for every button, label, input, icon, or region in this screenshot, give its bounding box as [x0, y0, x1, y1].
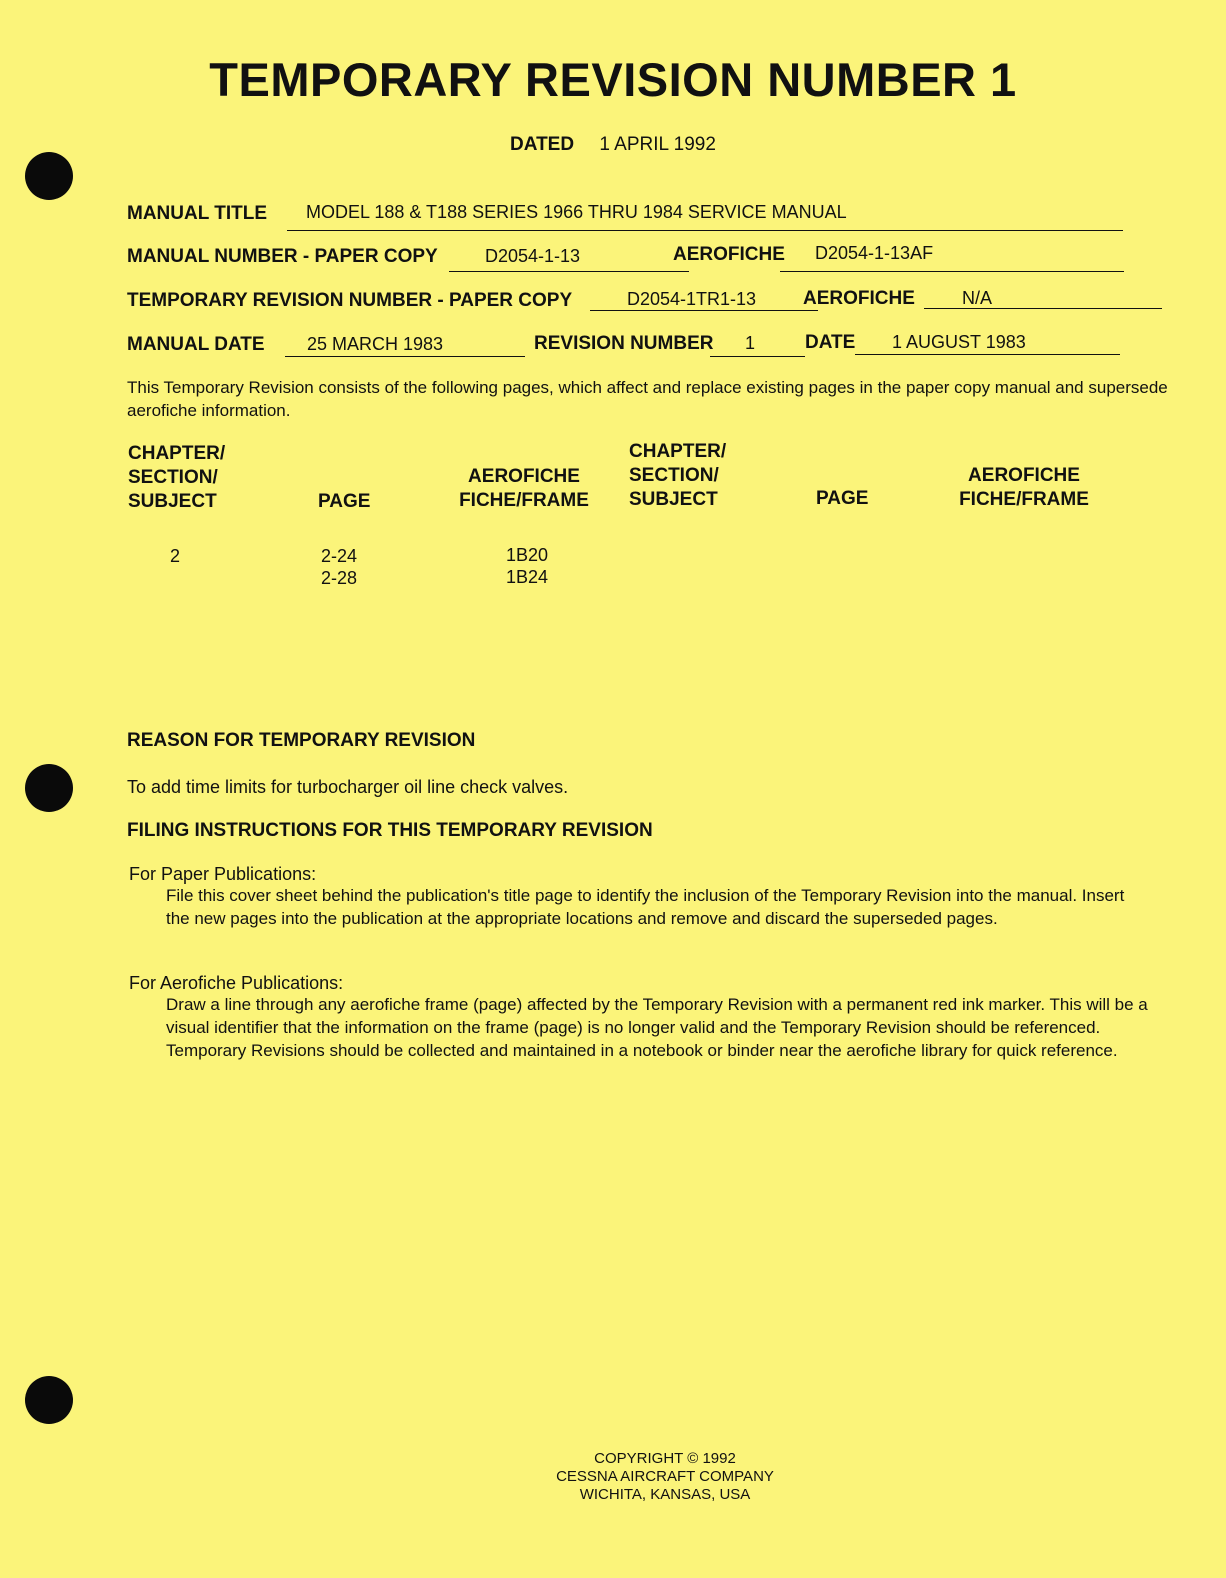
- tr-aerofiche-label: AEROFICHE: [803, 288, 915, 309]
- manual-number-underline: [449, 271, 689, 272]
- right-chapter-header-line1: CHAPTER/: [629, 441, 727, 462]
- paper-publications-text: File this cover sheet behind the publication's title page to identify the inclusion of the Temporary Revision into the manual. Insert the new pages into the publication at the appropriate locations and remove and discard the superseded pages.: [166, 886, 1125, 928]
- date-value: 1 AUGUST 1983: [892, 332, 1026, 352]
- manual-title-underline: [287, 230, 1123, 231]
- tr-aerofiche-underline: [924, 308, 1162, 309]
- dated-label: DATED: [510, 134, 575, 155]
- dated-line: [0, 134, 1226, 156]
- manual-number-aerofiche-value: D2054-1-13AF: [815, 243, 934, 263]
- binder-hole-top: [25, 152, 73, 200]
- left-page-header: PAGE: [318, 491, 371, 512]
- manual-title-value: MODEL 188 & T188 SERIES 1966 THRU 1984 SERVICE MANUAL: [306, 202, 847, 222]
- date-label: DATE: [805, 332, 856, 353]
- copyright-footer: [545, 1450, 785, 1504]
- document-title: TEMPORARY REVISION NUMBER 1: [209, 53, 1017, 106]
- left-chapter-header: [128, 442, 225, 514]
- manual-title-label: MANUAL TITLE: [127, 203, 268, 224]
- left-aerofiche-header-line2: FICHE/FRAME: [459, 490, 589, 511]
- left-chapter-header-line2: SECTION/: [128, 467, 218, 488]
- row-chapter: 2: [170, 546, 181, 566]
- revision-number-underline: [710, 356, 805, 357]
- manual-number-value: D2054-1-13: [485, 246, 581, 266]
- row-page: 2-24: [321, 546, 358, 566]
- left-chapter-header-line3: SUBJECT: [128, 491, 217, 512]
- aerofiche-publications-text: Draw a line through any aerofiche frame (page) affected by the Temporary Revision with a permanent red ink marker. This will be a visual identifier that the information on the frame (page) is no longer valid and the Temporary Revision should be referenced. Temporary Revisions should be collected and maintained in a notebook or binder near the aerofiche library for quick reference.: [166, 995, 1148, 1060]
- manual-number-aerofiche-label: AEROFICHE: [673, 244, 785, 265]
- manual-number-label: MANUAL NUMBER - PAPER COPY: [127, 246, 438, 267]
- tr-number-value: D2054-1TR1-13: [627, 289, 757, 309]
- manual-date-value: 25 MARCH 1983: [307, 334, 444, 354]
- right-page-header: PAGE: [816, 488, 869, 509]
- footer-location: WICHITA, KANSAS, USA: [579, 1486, 751, 1503]
- right-aerofiche-header: [955, 464, 1093, 512]
- manual-date-underline: [285, 356, 525, 357]
- tr-number-underline: [590, 310, 818, 311]
- right-chapter-header: [629, 440, 726, 512]
- left-chapter-header-line1: CHAPTER/: [128, 443, 226, 464]
- dated-value: 1 APRIL 1992: [599, 134, 716, 155]
- date-underline: [855, 354, 1120, 355]
- tr-aerofiche-value: N/A: [962, 288, 993, 308]
- right-chapter-header-line3: SUBJECT: [629, 489, 718, 510]
- right-chapter-header-line2: SECTION/: [629, 465, 719, 486]
- aerofiche-publications-title: For Aerofiche Publications:: [129, 973, 344, 993]
- filing-heading: FILING INSTRUCTIONS FOR THIS TEMPORARY REVISION: [127, 820, 653, 841]
- right-aerofiche-header-line1: AEROFICHE: [968, 465, 1080, 486]
- binder-hole-middle: [25, 764, 73, 812]
- footer-copyright: COPYRIGHT © 1992: [594, 1450, 736, 1467]
- tr-number-label: TEMPORARY REVISION NUMBER - PAPER COPY: [127, 290, 573, 311]
- binder-hole-bottom: [25, 1376, 73, 1424]
- row-frame: 1B20: [506, 545, 549, 565]
- left-aerofiche-header: [455, 465, 593, 513]
- row-frame: 1B24: [506, 567, 549, 587]
- revision-number-value: 1: [745, 333, 756, 353]
- revision-number-label: REVISION NUMBER: [534, 333, 714, 354]
- manual-date-label: MANUAL DATE: [127, 334, 265, 355]
- reason-heading: REASON FOR TEMPORARY REVISION: [127, 730, 476, 751]
- reason-text: To add time limits for turbocharger oil line check valves.: [127, 777, 569, 797]
- paper-publications-title: For Paper Publications:: [129, 864, 317, 884]
- manual-number-aerofiche-underline: [780, 271, 1124, 272]
- left-aerofiche-header-line1: AEROFICHE: [468, 466, 580, 487]
- right-aerofiche-header-line2: FICHE/FRAME: [959, 489, 1089, 510]
- intro-paragraph: This Temporary Revision consists of the following pages, which affect and replace existing pages in the paper copy manual and supersede aerofiche information.: [127, 378, 1168, 420]
- row-page: 2-28: [321, 568, 358, 588]
- footer-company: CESSNA AIRCRAFT COMPANY: [556, 1468, 774, 1485]
